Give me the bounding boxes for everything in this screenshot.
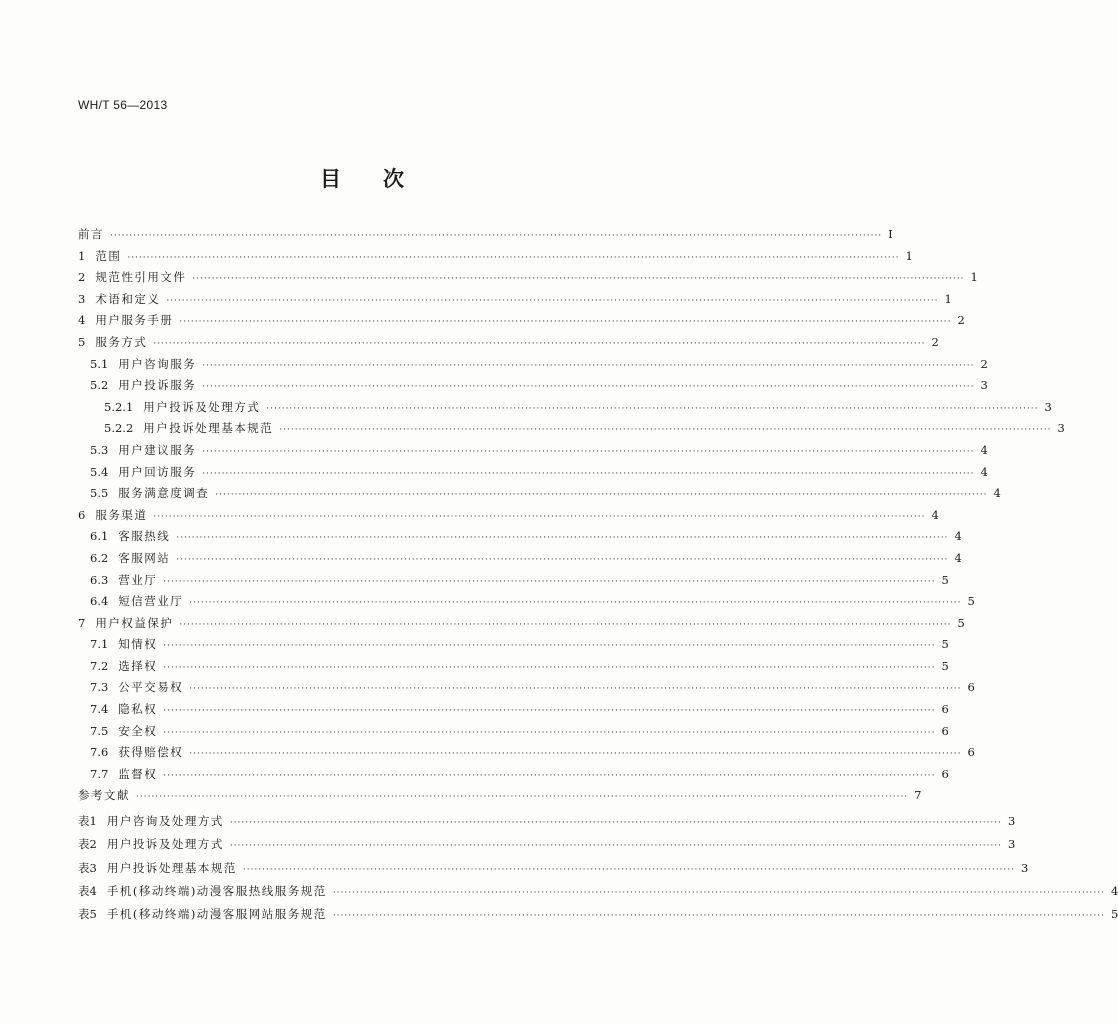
toc-entry-title: 参考文献 [78, 788, 130, 803]
dot-leader: ········································································································································································································ [153, 511, 926, 522]
dot-leader: ········································································································································································································ [166, 295, 939, 306]
toc-entry-number: 5.5 [90, 486, 109, 501]
dot-leader: ········································································································································································································ [176, 533, 949, 544]
toc-entry-page: 6 [967, 680, 975, 695]
toc-entry-title: 用户权益保护 [95, 615, 174, 630]
toc-entry-number: 6.1 [90, 529, 109, 544]
toc-entry[interactable] [78, 591, 975, 613]
table-of-contents [78, 224, 1065, 807]
toc-entry-number: 7.1 [90, 637, 109, 652]
toc-entry[interactable] [78, 721, 949, 743]
toc-entry[interactable] [78, 267, 978, 289]
toc-entry-title: 客服热线 [118, 529, 171, 544]
table-list-entry-page: 5 [1110, 907, 1118, 922]
toc-entry-page: 5 [941, 658, 949, 673]
toc-entry-title: 用户回访服务 [118, 464, 197, 479]
toc-entry[interactable] [78, 289, 952, 311]
toc-entry-page: 2 [931, 334, 939, 349]
dot-leader: ········································································································································································································ [229, 841, 1002, 852]
dot-leader: ········································································································································································································ [215, 490, 988, 501]
table-list-entry-title: 手机(移动终端)动漫客服热线服务规范 [106, 883, 327, 898]
toc-entry-title: 用户建议服务 [118, 442, 197, 457]
toc-entry-page: 1 [970, 270, 978, 285]
toc-entry-title: 用户投诉及处理方式 [143, 399, 261, 414]
toc-entry-page: 3 [1044, 399, 1052, 414]
toc-entry-page: 5 [941, 637, 949, 652]
dot-leader: ········································································································································································································ [163, 576, 936, 587]
dot-leader: ········································································································································································································ [163, 662, 936, 673]
toc-entry[interactable] [78, 440, 988, 462]
toc-entry[interactable] [78, 634, 949, 656]
dot-leader: ········································································································································································································ [163, 706, 936, 717]
toc-entry-title: 服务满意度调查 [118, 486, 210, 501]
dot-leader: ········································································································································································································ [229, 818, 1002, 828]
toc-entry-number: 6.2 [90, 550, 109, 565]
toc-entry-number: 5.2.2 [104, 421, 134, 436]
toc-entry[interactable] [78, 764, 949, 786]
toc-entry-page: 1 [905, 248, 913, 263]
dot-leader: ········································································································································································································ [202, 446, 975, 457]
toc-entry[interactable] [78, 742, 975, 764]
toc-entry-number: 7 [78, 615, 86, 630]
dot-leader: ········································································································································································································ [202, 468, 975, 479]
toc-entry-page: 6 [941, 723, 949, 738]
toc-entry-title: 公平交易权 [118, 680, 184, 695]
toc-entry-title: 规范性引用文件 [95, 270, 187, 285]
toc-entry-number: 5.3 [90, 442, 109, 457]
dot-leader: ········································································································································································································ [189, 749, 962, 760]
dot-leader: ········································································································································································································ [242, 864, 1015, 875]
toc-entry-number: 6.3 [90, 572, 109, 587]
toc-entry[interactable] [78, 505, 939, 527]
toc-entry-title: 选择权 [118, 658, 158, 673]
table-list-entry-page: 4 [1110, 883, 1118, 898]
toc-entry-title: 服务方式 [95, 334, 148, 349]
toc-entry-page: 4 [931, 507, 939, 522]
toc-entry-number: 7.7 [90, 766, 109, 781]
toc-entry-number: 7.6 [90, 745, 109, 760]
toc-entry-page: Ⅰ [888, 227, 893, 241]
toc-entry-title: 短信营业厅 [118, 594, 184, 609]
toc-entry-title: 营业厅 [118, 572, 158, 587]
toc-entry-page: 4 [980, 442, 988, 457]
toc-entry-page: 4 [980, 464, 988, 479]
table-list-entry-title: 手机(移动终端)动漫客服网站服务规范 [106, 907, 327, 922]
table-list-entry[interactable] [78, 880, 1118, 903]
toc-entry-number: 6.4 [90, 594, 109, 609]
dot-leader: ········································································································································································································ [176, 554, 949, 565]
toc-entry-number: 6 [78, 507, 86, 522]
toc-entry-page: 4 [954, 529, 962, 544]
toc-entry-title: 知情权 [118, 637, 158, 652]
dot-leader: ········································································································································································································ [279, 425, 1052, 436]
toc-entry-page: 4 [954, 550, 962, 565]
toc-entry[interactable] [78, 397, 1052, 419]
list-of-tables [78, 810, 1118, 926]
toc-entry[interactable] [78, 462, 988, 484]
toc-entry-title: 安全权 [118, 723, 158, 738]
toc-entry-page: 5 [941, 572, 949, 587]
dot-leader: ········································································································································································································ [127, 252, 900, 263]
toc-entry[interactable] [78, 613, 965, 635]
toc-entry-page: 6 [941, 702, 949, 717]
table-list-entry-number: 表3 [78, 860, 97, 875]
toc-entry-number: 7.4 [90, 702, 109, 717]
toc-entry-page: 3 [1057, 421, 1065, 436]
toc-entry[interactable] [78, 332, 939, 354]
toc-entry-number: 7.5 [90, 723, 109, 738]
dot-leader: ········································································································································································································ [163, 727, 936, 738]
table-list-entry-number: 表2 [78, 837, 97, 852]
toc-entry-page: 5 [967, 594, 975, 609]
toc-entry-number: 1 [78, 248, 86, 263]
dot-leader: ········································································································································································································ [179, 619, 952, 630]
toc-entry-number: 5 [78, 334, 86, 349]
toc-entry[interactable] [78, 483, 1001, 505]
table-list-entry-title: 用户投诉及处理方式 [106, 837, 224, 852]
toc-entry-title: 用户投诉服务 [118, 378, 197, 393]
toc-entry-page: 5 [957, 615, 965, 630]
dot-leader: ········································································································································································································ [153, 338, 926, 349]
table-list-entry-title: 用户咨询及处理方式 [106, 814, 224, 828]
toc-entry[interactable] [78, 677, 975, 699]
dot-leader: ········································································································································································································ [163, 641, 936, 652]
dot-leader: ········································································································································································································ [189, 598, 962, 609]
toc-entry-number: 2 [78, 270, 86, 285]
toc-entry[interactable] [78, 418, 1065, 440]
dot-leader: ········································································································································································································ [332, 887, 1105, 898]
toc-entry[interactable] [78, 785, 922, 807]
toc-entry[interactable] [78, 246, 913, 268]
table-list-entry[interactable] [78, 833, 1016, 856]
table-list-entry-page: 3 [1008, 837, 1016, 852]
dot-leader: ········································································································································································································ [192, 274, 965, 285]
dot-leader: ········································································································································································································ [110, 231, 883, 241]
toc-entry-page: 7 [914, 788, 922, 803]
table-list-entry-number: 表1 [78, 814, 97, 828]
toc-entry[interactable] [78, 224, 893, 246]
dot-leader: ········································································································································································································ [163, 770, 936, 781]
dot-leader: ········································································································································································································ [179, 317, 952, 328]
toc-entry[interactable] [78, 656, 949, 678]
toc-entry-page: 6 [941, 766, 949, 781]
toc-entry-number: 7.2 [90, 658, 109, 673]
dot-leader: ········································································································································································································ [332, 911, 1105, 922]
dot-leader: ········································································································································································································ [189, 684, 962, 695]
toc-entry-page: 2 [980, 356, 988, 371]
table-list-entry-page: 3 [1008, 814, 1016, 828]
toc-entry-title: 客服网站 [118, 550, 171, 565]
toc-entry-title: 获得赔偿权 [118, 745, 184, 760]
standard-code: WH/T 56—2013 [78, 98, 168, 112]
toc-entry[interactable] [78, 526, 962, 548]
toc-entry[interactable] [78, 310, 965, 332]
dot-leader: ········································································································································································································ [202, 382, 975, 393]
table-list-entry-number: 表4 [78, 883, 97, 898]
toc-entry-page: 2 [957, 313, 965, 328]
toc-entry[interactable] [78, 699, 949, 721]
toc-entry[interactable] [78, 375, 988, 397]
dot-leader: ········································································································································································································ [202, 360, 975, 371]
toc-entry-title: 用户服务手册 [95, 313, 174, 328]
toc-entry-number: 5.2 [90, 378, 109, 393]
toc-entry-title: 服务渠道 [95, 507, 148, 522]
toc-entry-title: 用户咨询服务 [118, 356, 197, 371]
toc-entry-page: 4 [993, 486, 1001, 501]
toc-entry-number: 5.4 [90, 464, 109, 479]
toc-entry-number: 4 [78, 313, 86, 328]
toc-entry-title: 前言 [78, 227, 104, 241]
table-list-entry[interactable] [78, 903, 1118, 926]
toc-entry-title: 术语和定义 [95, 291, 161, 306]
toc-entry-number: 5.1 [90, 356, 109, 371]
toc-entry-title: 隐私权 [118, 702, 158, 717]
toc-entry-number: 3 [78, 291, 86, 306]
toc-entry-title: 监督权 [118, 766, 158, 781]
toc-entry-page: 6 [967, 745, 975, 760]
toc-entry[interactable] [78, 570, 949, 592]
table-list-entry-page: 3 [1021, 860, 1029, 875]
page-title: 目 次 [320, 167, 404, 191]
table-list-entry-title: 用户投诉处理基本规范 [106, 860, 237, 875]
table-list-entry[interactable] [78, 810, 1016, 833]
toc-entry-title: 用户投诉处理基本规范 [143, 421, 274, 436]
toc-entry-title: 范围 [95, 248, 122, 263]
toc-entry-number: 5.2.1 [104, 399, 134, 414]
toc-entry[interactable] [78, 354, 988, 376]
table-list-entry-number: 表5 [78, 907, 97, 922]
toc-entry[interactable] [78, 548, 962, 570]
toc-entry-page: 3 [980, 378, 988, 393]
dot-leader: ········································································································································································································ [266, 403, 1039, 414]
toc-entry-page: 1 [944, 291, 952, 306]
table-list-entry[interactable] [78, 857, 1029, 880]
dot-leader: ········································································································································································································ [136, 792, 909, 803]
toc-entry-number: 7.3 [90, 680, 109, 695]
